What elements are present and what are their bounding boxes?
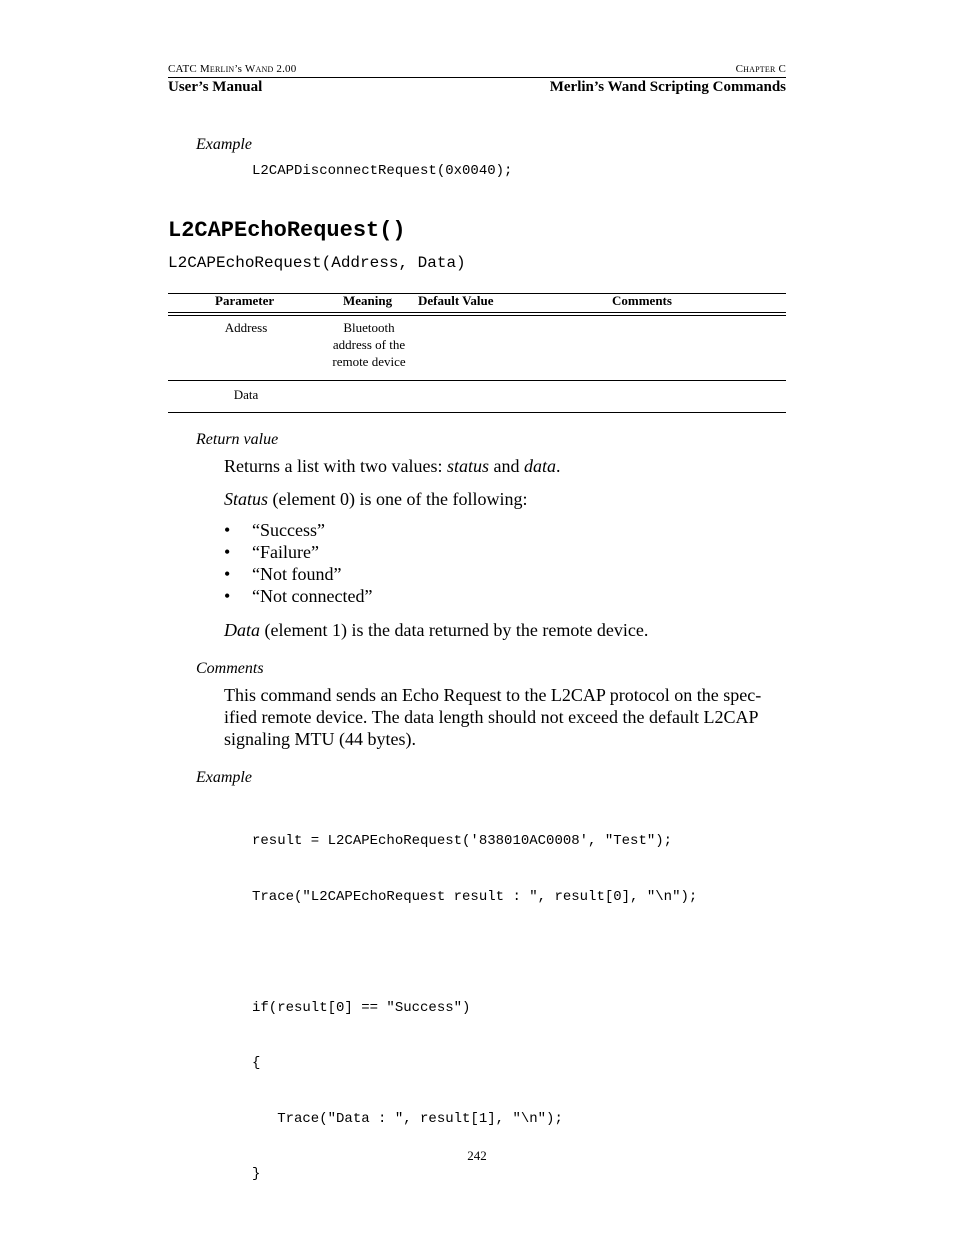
header-chapter-part: C <box>735 63 744 75</box>
list-item <box>224 542 524 564</box>
bullet-icon: • <box>224 520 231 540</box>
prev-example-label: Example <box>196 136 252 153</box>
meaning-line: Bluetooth <box>343 320 395 335</box>
comments-line: This command sends an Echo Request to the L2CAP protocol on the spec- <box>224 685 762 705</box>
list-item-text: “Not connected” <box>252 586 373 606</box>
code-line: { <box>252 1055 261 1071</box>
header-product-part: CATC M <box>168 63 210 75</box>
table-cell-meaning <box>319 319 419 370</box>
header-product-part: ’s W <box>234 63 256 75</box>
list-item-text: “Failure” <box>252 542 319 562</box>
example-code-block <box>252 795 697 1202</box>
text-run: (element 0) is one of the following: <box>268 489 528 509</box>
text-run-italic: data <box>524 456 557 476</box>
header-product <box>168 63 296 75</box>
code-line: Trace("Data : ", result[1], "\n"); <box>252 1110 563 1127</box>
table-cell-parameter: Data <box>233 387 259 402</box>
bullet-icon: • <box>224 564 231 584</box>
text-run: Returns a list with two values: <box>224 456 447 476</box>
example-label: Example <box>196 769 252 786</box>
table-row-rule <box>168 380 786 381</box>
comments-line: signaling MTU (44 bytes). <box>224 729 416 749</box>
header-rule <box>168 77 786 78</box>
table-header-comments: Comments <box>612 293 672 308</box>
return-value-label: Return value <box>196 431 279 448</box>
list-item-text: “Not found” <box>252 564 342 584</box>
list-item <box>224 520 524 542</box>
return-value-line-2 <box>224 488 527 510</box>
comments-paragraph <box>224 684 761 750</box>
header-product-part: erlin <box>209 63 235 75</box>
text-run-italic: status <box>446 456 489 476</box>
text-run: and <box>489 456 524 476</box>
page-number: 242 <box>467 1148 487 1163</box>
header-chapter-part: C <box>775 63 786 75</box>
table-header-rule <box>168 315 786 316</box>
function-signature: L2CAPEchoRequest(Address, Data) <box>168 254 466 272</box>
function-title: L2CAPEchoRequest() <box>168 218 406 243</box>
return-value-line-1 <box>224 455 561 477</box>
meaning-line: remote device <box>332 354 406 369</box>
header-chapter-part: hapter <box>743 63 776 75</box>
list-item <box>224 586 524 608</box>
code-line: Trace("L2CAPEchoRequest result : ", result[0], "\n"); <box>252 888 698 905</box>
bullet-icon: • <box>224 542 231 562</box>
comments-line: ified remote device. The data length should not exceed the default L2CAP <box>224 707 759 727</box>
table-header-parameter: Parameter <box>215 293 275 308</box>
table-header-default-value: Default Value <box>418 293 494 308</box>
list-item <box>224 564 524 586</box>
header-product-part: and <box>255 63 274 75</box>
code-line <box>252 943 697 962</box>
table-header-meaning: Meaning <box>343 293 393 308</box>
text-run-italic: Data <box>224 620 260 640</box>
code-line: } <box>252 1166 261 1182</box>
list-item-text: “Success” <box>252 520 325 540</box>
meaning-line: address of the <box>332 337 406 352</box>
text-run: . <box>556 456 561 476</box>
text-run-italic: Status <box>224 489 269 509</box>
text-run: (element 1) is the data returned by the remote device. <box>260 620 649 640</box>
table-cell-parameter: Address <box>224 320 268 335</box>
header-manual-title: User’s Manual <box>168 79 263 95</box>
return-value-line-3 <box>224 619 648 641</box>
comments-label: Comments <box>196 660 264 677</box>
prev-example-code: L2CAPDisconnectRequest(0x0040); <box>252 163 513 179</box>
table-header-rule <box>168 312 786 313</box>
table-bottom-rule <box>168 412 786 413</box>
code-line: if(result[0] == "Success") <box>252 999 471 1016</box>
header-chapter <box>736 63 786 75</box>
header-product-part: 2.00 <box>273 63 297 75</box>
header-section-title: Merlin’s Wand Scripting Commands <box>549 79 786 95</box>
bullet-icon: • <box>224 586 231 606</box>
code-line: result = L2CAPEchoRequest('838010AC0008', "Test"); <box>252 833 673 849</box>
